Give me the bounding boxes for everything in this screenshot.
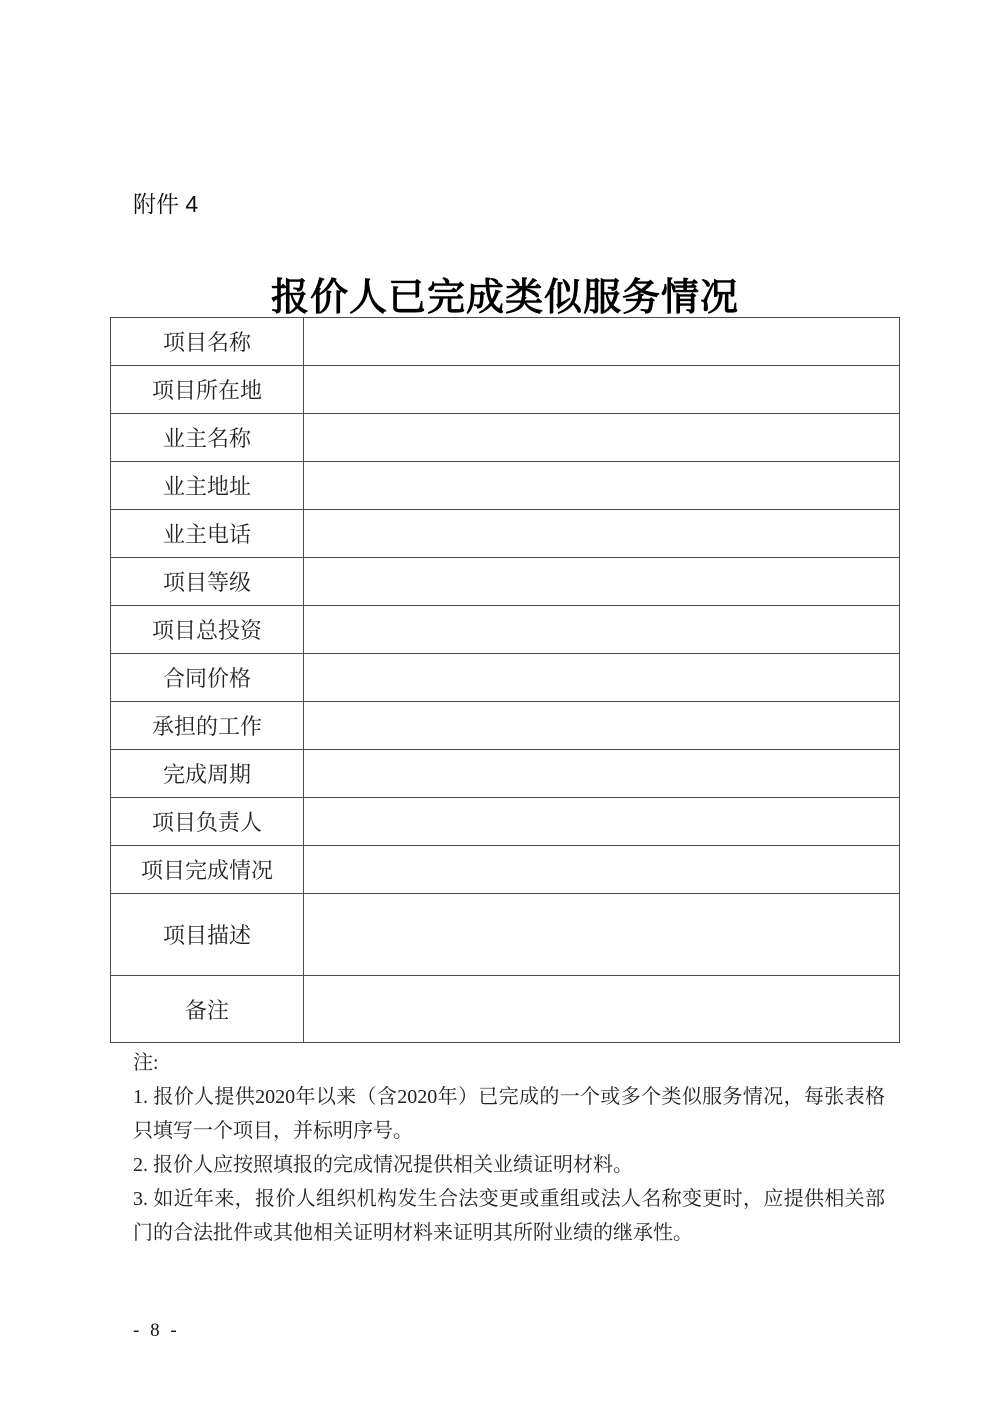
note-item-3: 3. 如近年来，报价人组织机构发生合法变更或重组或法人名称变更时，应提供相关部门的合法批件或其他相关证明材料来证明其所附业绩的继承性。 [133,1188,885,1244]
table-row [111,798,900,846]
note-item-2: 2. 报价人应按照填报的完成情况提供相关业绩证明材料。 [133,1154,633,1176]
row-value-cell [304,798,900,846]
row-value-cell [304,462,900,510]
row-label: 承担的工作 [111,702,304,750]
note-item-1: 1. 报价人提供2020年以来（含2020年）已完成的一个或多个类似服务情况，每张表格只填写一个项目，并标明序号。 [133,1086,885,1142]
row-label: 备注 [111,976,304,1043]
table-row [111,846,900,894]
row-value-cell [304,318,900,366]
row-label: 完成周期 [111,750,304,798]
table-row [111,894,900,976]
table-row [111,606,900,654]
row-value-cell [304,846,900,894]
row-label: 项目所在地 [111,366,304,414]
row-label: 项目名称 [111,318,304,366]
row-value-cell [304,750,900,798]
row-value-cell [304,510,900,558]
page-number: - 8 - [133,1320,180,1341]
similar-services-table [110,317,900,1043]
table-row [111,558,900,606]
attachment-label: 附件 4 [133,191,199,217]
row-value-cell [304,606,900,654]
notes-section [133,1046,885,1250]
row-label: 项目描述 [111,894,304,976]
row-label: 业主电话 [111,510,304,558]
row-label: 业主名称 [111,414,304,462]
table-row [111,750,900,798]
row-value-cell [304,702,900,750]
row-value-cell [304,558,900,606]
table-row [111,462,900,510]
row-value-cell [304,654,900,702]
page-title: 报价人已完成类似服务情况 [270,277,739,319]
table-row [111,976,900,1043]
table-row [111,654,900,702]
table-row [111,318,900,366]
row-value-cell [304,976,900,1043]
notes-heading: 注: [133,1052,159,1074]
row-label: 业主地址 [111,462,304,510]
row-label: 合同价格 [111,654,304,702]
row-value-cell [304,366,900,414]
row-label: 项目负责人 [111,798,304,846]
row-value-cell [304,894,900,976]
row-value-cell [304,414,900,462]
row-label: 项目等级 [111,558,304,606]
row-label: 项目完成情况 [111,846,304,894]
table-row [111,702,900,750]
table-row [111,510,900,558]
table-row [111,414,900,462]
row-label: 项目总投资 [111,606,304,654]
table-row [111,366,900,414]
